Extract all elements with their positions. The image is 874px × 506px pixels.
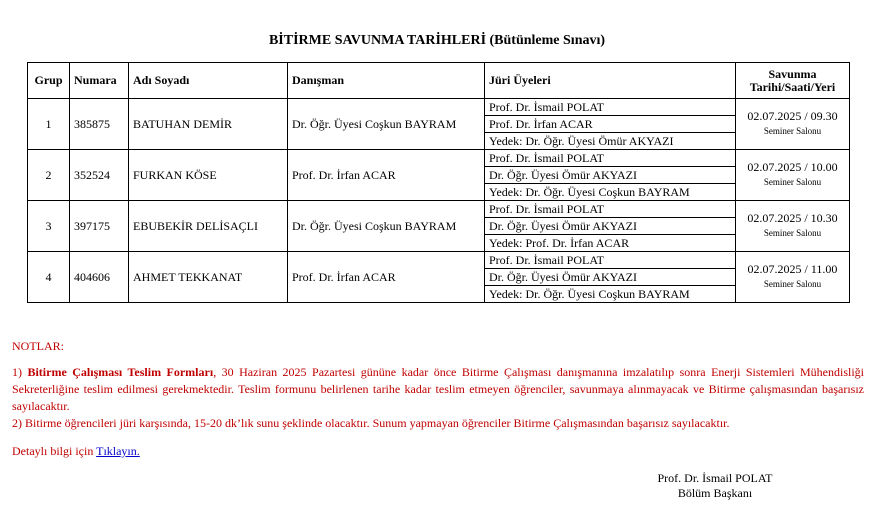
header-juri: Jüri Üyeleri [485,63,736,99]
signature-name: Prof. Dr. İsmail POLAT [657,471,773,485]
cell-ad-soyad: FURKAN KÖSE [129,150,288,201]
cell-juri-member: Prof. Dr. İsmail POLAT [485,201,736,218]
header-numara: Numara [70,63,129,99]
cell-danisman: Prof. Dr. İrfan ACAR [288,150,485,201]
defense-location: Seminer Salonu [763,228,822,238]
cell-juri-substitute: Yedek: Dr. Öğr. Üyesi Coşkun BAYRAM [485,286,736,303]
cell-tarih [736,201,850,252]
header-grup: Grup [28,63,70,99]
cell-juri-substitute: Yedek: Dr. Öğr. Üyesi Coşkun BAYRAM [485,184,736,201]
table-row [28,201,850,218]
detail-link[interactable]: Tıklayın. [96,444,140,458]
notes-list [12,364,864,432]
note-1-text: , 30 Haziran 2025 Pazartesi gününe kadar önce Bitirme Çalışması danışmanına imzalatılıp sonra Enerji Sistemleri Mühendisliği Sekreterliğine teslim edilmesi gerekmektedir. Teslim formunu belirlenen tarihe kadar teslim etmeyen öğrenciler, savunmaya alınmayacak ve Bitirme çalışmasından başarısız sayılacaktır. [12,365,865,413]
cell-juri-member: Prof. Dr. İsmail POLAT [485,99,736,116]
defense-datetime: 02.07.2025 / 09.30 [747,109,838,123]
defense-datetime: 02.07.2025 / 11.00 [747,262,838,276]
cell-juri-substitute: Yedek: Prof. Dr. İrfan ACAR [485,235,736,252]
detail-info [12,444,140,459]
defense-location: Seminer Salonu [763,177,822,187]
notes-title: NOTLAR: [12,339,64,353]
note-item-1 [12,364,864,415]
cell-ad-soyad: EBUBEKİR DELİSAÇLI [129,201,288,252]
table-header-row [28,63,850,99]
header-tarih-line1: Savunma [768,66,817,81]
cell-grup: 3 [28,201,70,252]
defense-datetime: 02.07.2025 / 10.30 [747,211,838,225]
note-1-prefix: 1) [12,365,28,379]
header-tarih [736,63,850,99]
cell-grup: 1 [28,99,70,150]
table-row [28,99,850,116]
page-title: BİTİRME SAVUNMA TARİHLERİ (Bütünleme Sınavı) [268,33,606,48]
cell-tarih [736,252,850,303]
defense-location: Seminer Salonu [763,279,822,289]
table-row [28,150,850,167]
cell-juri-member: Prof. Dr. İsmail POLAT [485,150,736,167]
cell-juri-member: Dr. Öğr. Üyesi Ömür AKYAZI [485,167,736,184]
defense-location: Seminer Salonu [763,126,822,136]
cell-numara: 352524 [70,150,129,201]
cell-numara: 385875 [70,99,129,150]
cell-juri-substitute: Yedek: Dr. Öğr. Üyesi Ömür AKYAZI [485,133,736,150]
note-1-bold: Bitirme Çalışması Teslim Formları [27,365,214,379]
cell-juri-member: Prof. Dr. İsmail POLAT [485,252,736,269]
cell-juri-member: Dr. Öğr. Üyesi Ömür AKYAZI [485,218,736,235]
cell-juri-member: Dr. Öğr. Üyesi Ömür AKYAZI [485,269,736,286]
cell-danisman: Prof. Dr. İrfan ACAR [288,252,485,303]
cell-danisman: Dr. Öğr. Üyesi Coşkun BAYRAM [288,99,485,150]
cell-juri-member: Prof. Dr. İrfan ACAR [485,116,736,133]
cell-numara: 404606 [70,252,129,303]
header-danisman: Danışman [288,63,485,99]
cell-grup: 2 [28,150,70,201]
signature-block [620,471,810,501]
cell-ad-soyad: BATUHAN DEMİR [129,99,288,150]
cell-numara: 397175 [70,201,129,252]
note-item-2: 2) Bitirme öğrencileri jüri karşısında, 15-20 dk’lık sunu şeklinde olacaktır. Sunum yapmayan öğrenciler Bitirme Çalışmasından başarısız sayılacaktır. [12,416,730,430]
defense-schedule-table [27,62,850,303]
cell-tarih [736,150,850,201]
cell-danisman: Dr. Öğr. Üyesi Coşkun BAYRAM [288,201,485,252]
header-tarih-line2: Tarihi/Saati/Yeri [749,79,836,94]
cell-tarih [736,99,850,150]
cell-grup: 4 [28,252,70,303]
table-row [28,252,850,269]
signature-role: Bölüm Başkanı [677,486,753,500]
cell-ad-soyad: AHMET TEKKANAT [129,252,288,303]
defense-datetime: 02.07.2025 / 10.00 [747,160,838,174]
header-ad-soyad: Adı Soyadı [129,63,288,99]
detail-text: Detaylı bilgi için [12,444,97,458]
